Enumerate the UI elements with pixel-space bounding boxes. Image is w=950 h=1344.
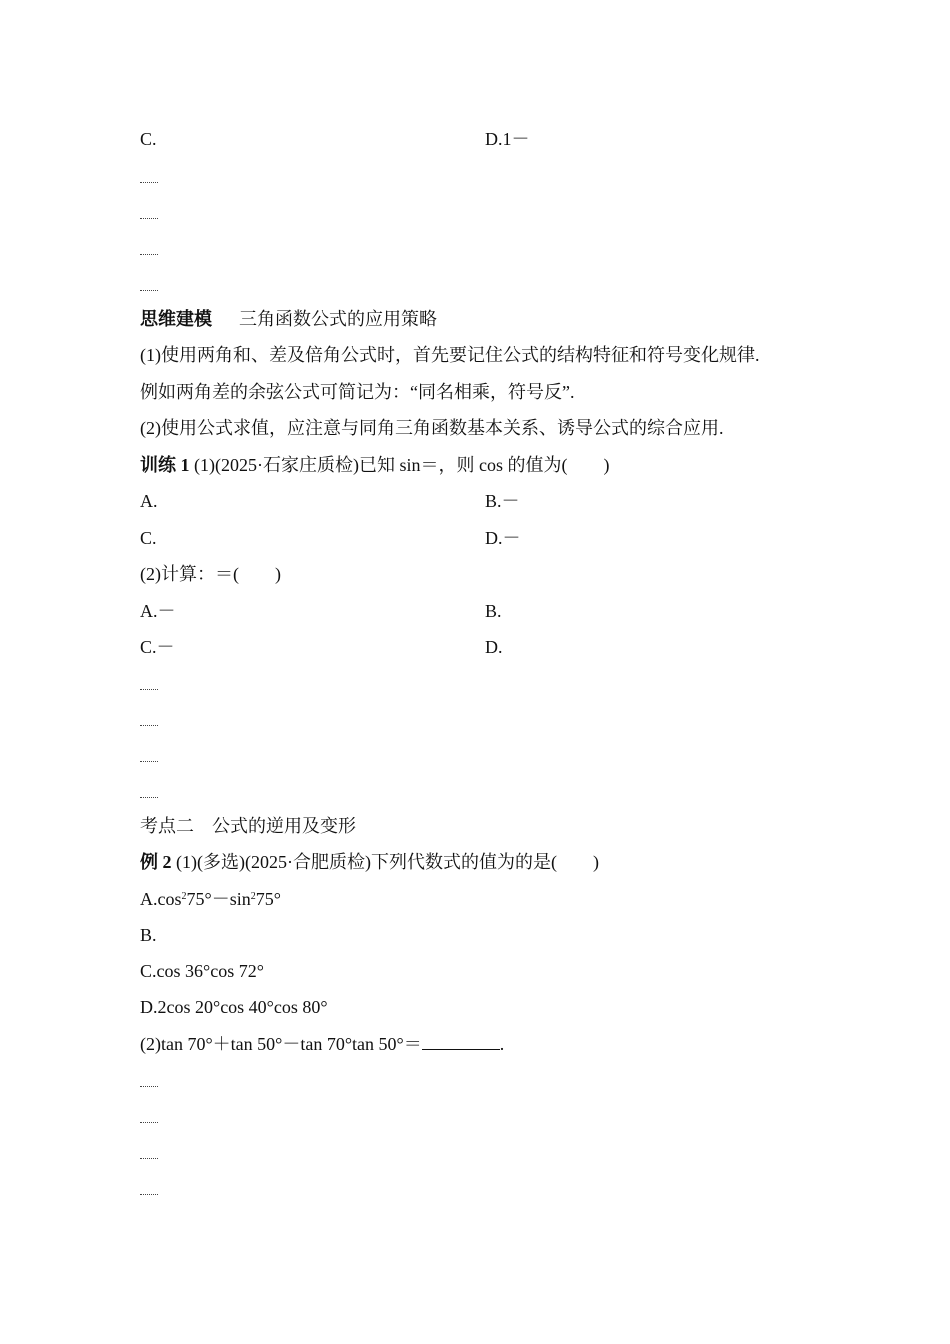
model-heading: 思维建模: [140, 309, 212, 329]
example2-label: 例 2: [140, 852, 172, 872]
model-paragraph-2: 例如两角差的余弦公式可简记为：“同名相乘，符号反”.: [140, 382, 575, 402]
training1-label: 训练 1: [140, 455, 190, 475]
training1-q2-option-a: A.－: [140, 601, 176, 621]
dotted-line: [140, 1122, 158, 1123]
answer-blank: [422, 1033, 500, 1050]
model-paragraph-1: (1)使用两角和、差及倍角公式时，首先要记住公式的结构特征和符号变化规律.: [140, 345, 760, 365]
model-title: 三角函数公式的应用策略: [239, 309, 437, 329]
dotted-line: [140, 1158, 158, 1159]
superscript: 2: [181, 891, 187, 902]
example2-option-a: [140, 888, 281, 910]
model-paragraph-3: (2)使用公式求值，应注意与同角三角函数基本关系、诱导公式的综合应用.: [140, 418, 724, 438]
dotted-line: [140, 182, 158, 183]
option-c: C.: [140, 129, 157, 149]
dotted-line: [140, 254, 158, 255]
training1-q2-option-d: D.: [485, 637, 503, 657]
option-a-part: 75°: [255, 889, 281, 909]
dotted-line: [140, 725, 158, 726]
training1-q1-text: (1)(2025·石家庄质检)已知 sin＝，则 cos 的值为( ): [194, 455, 610, 475]
dotted-line: [140, 797, 158, 798]
dotted-line: [140, 1086, 158, 1087]
example2-option-b: B.: [140, 925, 157, 945]
example2-question1: [140, 851, 599, 873]
dotted-line: [140, 1194, 158, 1195]
dotted-line: [140, 761, 158, 762]
model-heading-line: [140, 308, 437, 330]
section2-title: 考点二 公式的逆用及变形: [140, 816, 356, 836]
training1-question2: (2)计算：＝( ): [140, 564, 281, 584]
superscript: 2: [250, 891, 256, 902]
example2-question2: [140, 1033, 504, 1055]
example2-option-d: D.2cos 20°cos 40°cos 80°: [140, 997, 328, 1017]
option-d: D.1－: [485, 129, 530, 149]
training1-q2-option-c: C.－: [140, 637, 175, 657]
training1-question1: [140, 454, 609, 476]
training1-q1-option-a: A.: [140, 491, 158, 511]
option-a-part: 75°－sin: [186, 889, 251, 909]
training1-q2-option-b: B.: [485, 601, 502, 621]
training1-q1-option-c: C.: [140, 528, 157, 548]
training1-q1-option-b: B.－: [485, 491, 520, 511]
example2-q1-text: (1)(多选)(2025·合肥质检)下列代数式的值为的是( ): [176, 852, 599, 872]
period: .: [499, 1034, 505, 1054]
example2-q2-text: (2)tan 70°＋tan 50°－tan 70°tan 50°＝: [140, 1034, 422, 1054]
option-a-part: A.cos: [140, 889, 182, 909]
training1-q1-option-d: D.－: [485, 528, 521, 548]
dotted-line: [140, 290, 158, 291]
dotted-line: [140, 218, 158, 219]
dotted-line: [140, 689, 158, 690]
example2-option-c: C.cos 36°cos 72°: [140, 961, 264, 981]
